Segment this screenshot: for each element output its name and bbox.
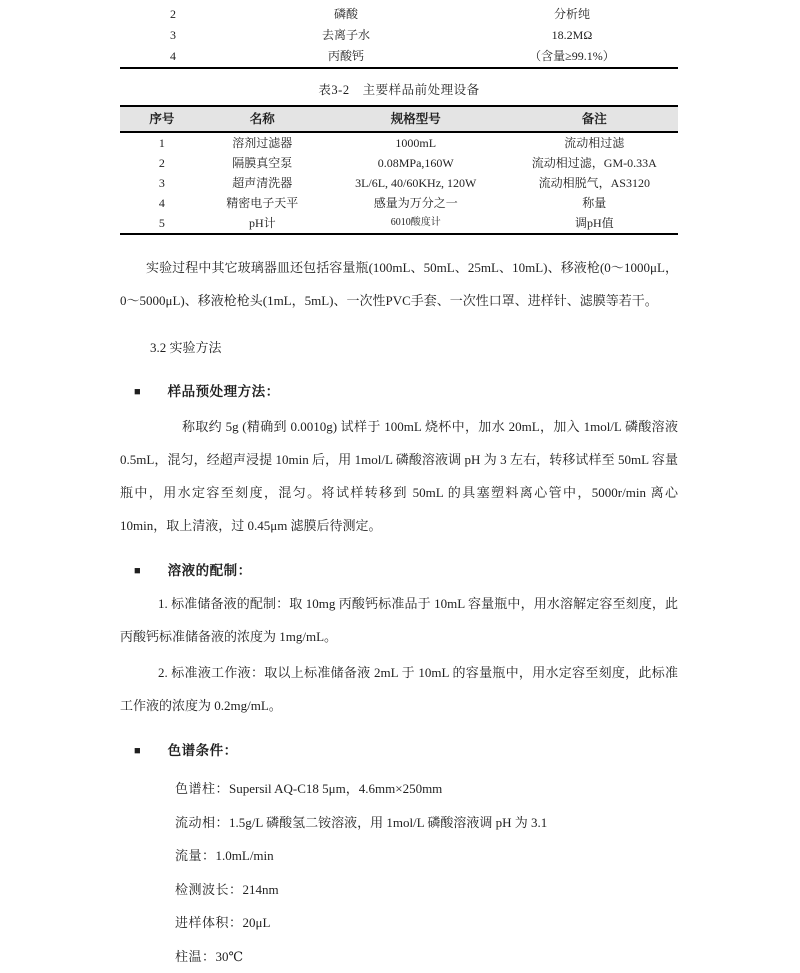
- equip-spec: 1000mL: [321, 132, 511, 153]
- reagent-name: 丙酸钙: [226, 46, 466, 68]
- equip-remark: 调pH值: [511, 213, 678, 234]
- glassware-paragraph: 实验过程中其它玻璃器皿还包括容量瓶(100mL、50mL、25mL、10mL)、移液枪(0～1000μL，0～5000μL)、移液枪枪头(1mL，5mL)、一次性PVC手套、一次性口罩、进样针、滤膜等若干。: [120, 251, 678, 317]
- table-row: [120, 46, 678, 68]
- equip-no: 5: [120, 213, 204, 234]
- reagent-name: 磷酸: [226, 4, 466, 25]
- bullet-square-icon: ■: [134, 738, 141, 764]
- bullet-label: 溶液的配制：: [168, 558, 252, 584]
- table-row: [120, 153, 678, 173]
- bullet-square-icon: ■: [134, 379, 141, 405]
- condition-flow-rate: [175, 839, 678, 873]
- condition-label: 流量：: [175, 848, 216, 863]
- reagent-no: 4: [120, 46, 226, 68]
- table-row: [120, 25, 678, 46]
- bullet-solution-preparation: [134, 558, 678, 584]
- equip-remark: 称量: [511, 193, 678, 213]
- table-row: [120, 173, 678, 193]
- equip-spec: 6010酸度计: [321, 213, 511, 234]
- condition-value: Supersil AQ-C18 5μm，4.6mm×250mm: [229, 781, 442, 796]
- reagent-remark: 18.2MΩ: [466, 25, 678, 46]
- equip-remark: 流动相过滤: [511, 132, 678, 153]
- working-solution-paragraph: 2. 标准液工作液：取以上标准储备液 2mL 于 10mL 的容量瓶中，用水定容至刻度，此标准工作液的浓度为 0.2mg/mL。: [120, 656, 678, 722]
- pretreatment-paragraph: 称取约 5g (精确到 0.0010g) 试样于 100mL 烧杯中，加水 20mL，加入 1mol/L 磷酸溶液 0.5mL，混匀，经超声浸提 10min 后，用 1mol/L 磷酸溶液调 pH 为 3 左右，转移试样至 50mL 容量瓶中，用水定容至刻度，混匀。将试样转移到 50mL 的具塞塑料离心管中，5000r/min 离心 10min，取上清液，过 0.45μm 滤膜后待测定。: [120, 410, 678, 542]
- equip-name: 超声清洗器: [204, 173, 321, 193]
- equip-spec: 感量为万分之一: [321, 193, 511, 213]
- section-heading: 3.2 实验方法: [150, 333, 678, 363]
- condition-label: 进样体积：: [175, 915, 243, 930]
- condition-value: 1.5g/L 磷酸氢二铵溶液，用 1mol/L 磷酸溶液调 pH 为 3.1: [229, 815, 547, 830]
- equip-name: 溶剂过滤器: [204, 132, 321, 153]
- table-row: [120, 132, 678, 153]
- reagent-remark: （含量≥99.1%）: [466, 46, 678, 68]
- condition-list: [175, 772, 678, 973]
- condition-injection-volume: [175, 906, 678, 940]
- equip-no: 4: [120, 193, 204, 213]
- condition-mobile-phase: [175, 806, 678, 840]
- table-header-row: [120, 106, 678, 132]
- condition-label: 柱温：: [175, 949, 216, 964]
- col-header-spec: 规格型号: [321, 106, 511, 132]
- equip-name: 隔膜真空泵: [204, 153, 321, 173]
- equip-no: 2: [120, 153, 204, 173]
- reagent-no: 2: [120, 4, 226, 25]
- condition-value: 30℃: [216, 949, 244, 964]
- condition-value: 20μL: [243, 915, 271, 930]
- equip-spec: 3L/6L, 40/60KHz, 120W: [321, 173, 511, 193]
- equip-name: pH计: [204, 213, 321, 234]
- equip-no: 3: [120, 173, 204, 193]
- bullet-square-icon: ■: [134, 558, 141, 584]
- condition-value: 1.0mL/min: [216, 848, 274, 863]
- condition-label: 流动相：: [175, 815, 229, 830]
- condition-value: 214nm: [243, 882, 279, 897]
- table-row: [120, 193, 678, 213]
- reagent-name: 去离子水: [226, 25, 466, 46]
- col-header-remark: 备注: [511, 106, 678, 132]
- reagent-no: 3: [120, 25, 226, 46]
- bullet-label: 样品预处理方法：: [168, 379, 280, 405]
- condition-column-temperature: [175, 940, 678, 973]
- table-row: [120, 4, 678, 25]
- equip-name: 精密电子天平: [204, 193, 321, 213]
- bullet-chromatographic-conditions: [134, 738, 678, 764]
- table-caption: 表3-2 主要样品前处理设备: [120, 80, 678, 98]
- reagent-table-partial: [120, 4, 678, 69]
- bullet-sample-pretreatment: [134, 379, 678, 405]
- table-row: [120, 213, 678, 234]
- equipment-table: [120, 105, 678, 235]
- equip-no: 1: [120, 132, 204, 153]
- col-header-no: 序号: [120, 106, 204, 132]
- condition-column: [175, 772, 678, 806]
- condition-label: 检测波长：: [175, 882, 243, 897]
- equip-remark: 流动相脱气，AS3120: [511, 173, 678, 193]
- equip-remark: 流动相过滤，GM-0.33A: [511, 153, 678, 173]
- stock-solution-paragraph: 1. 标准储备液的配制：取 10mg 丙酸钙标准品于 10mL 容量瓶中，用水溶解定容至刻度，此丙酸钙标准储备液的浓度为 1mg/mL。: [120, 587, 678, 653]
- equip-spec: 0.08MPa,160W: [321, 153, 511, 173]
- bullet-label: 色谱条件：: [168, 738, 238, 764]
- reagent-remark: 分析纯: [466, 4, 678, 25]
- condition-detection-wavelength: [175, 873, 678, 907]
- condition-label: 色谱柱：: [175, 781, 229, 796]
- col-header-name: 名称: [204, 106, 321, 132]
